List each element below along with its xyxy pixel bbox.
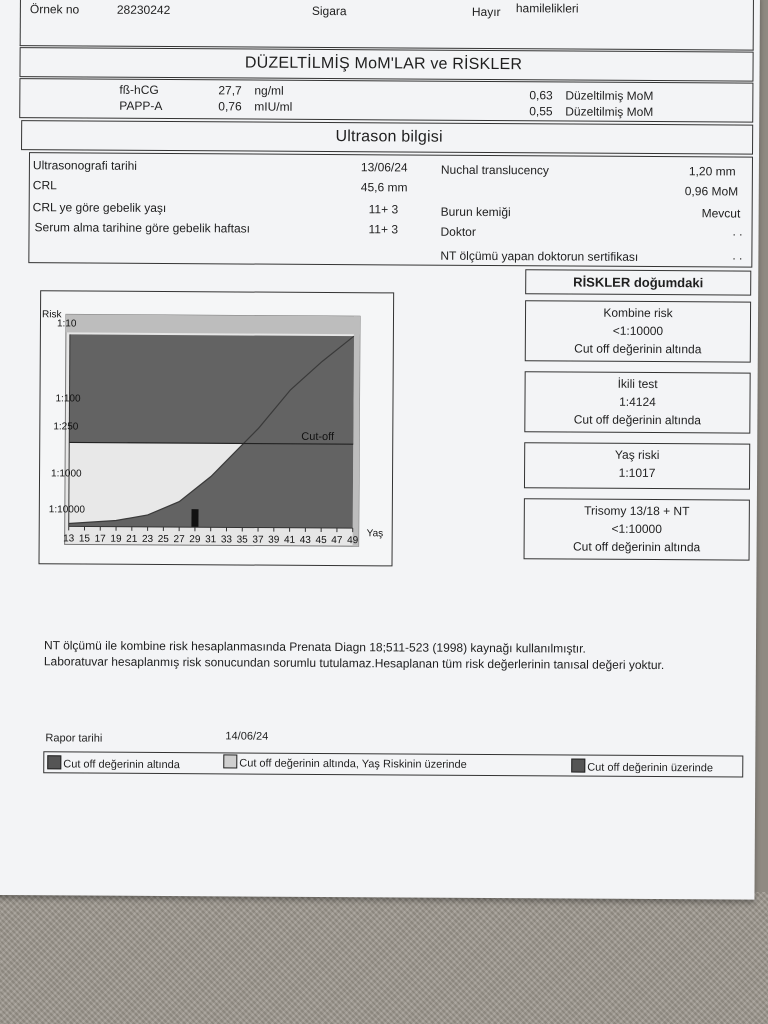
carpet-background [0, 892, 768, 1024]
patient-age-marker [191, 509, 198, 527]
risk-note: Cut off değerinin altında [573, 412, 702, 428]
mom-marker: fß-hCG [119, 82, 159, 97]
smoking-label: Sigara [311, 3, 347, 19]
y-tick-label: 1:1000 [51, 468, 82, 480]
legend-label: Cut off değerinin altında, Yaş Riskinin üzerinde [239, 757, 467, 771]
us-left-value: 45,6 mm [360, 180, 408, 195]
risk-card [525, 300, 751, 362]
report-date-label: Rapor tarihi [45, 732, 103, 745]
legend-swatch [571, 759, 585, 773]
mom-label: Düzeltilmiş MoM [565, 88, 654, 103]
x-tick-label: 33 [220, 534, 233, 546]
sample-label: Örnek no [29, 2, 80, 17]
x-tick-label: 37 [252, 534, 264, 546]
x-tick-label: 25 [157, 533, 169, 546]
cutoff-label: Cut-off [301, 430, 335, 444]
smoking-value: Hayır [471, 4, 501, 20]
note-line-2: Laboratuvar hesaplanmış risk sonucundan sorumlu tutulamaz.Hesaplanan tüm risk değerlerinin tanısal değeri yoktur. [43, 654, 665, 673]
x-axis-label: Yaş [366, 528, 384, 540]
y-tick-label: 1:10 [56, 318, 77, 330]
x-tick-label: 19 [110, 533, 122, 545]
mom-number: 0,55 [529, 104, 553, 119]
us-right-value: 1,20 mm [688, 164, 736, 179]
y-tick-label: 1:100 [55, 393, 81, 405]
risk-name: Kombine risk [603, 305, 673, 321]
report-date-value: 14/06/24 [225, 730, 269, 743]
us-left-label: Ultrasonografi tarihi [32, 158, 138, 173]
risk-card [524, 442, 750, 489]
x-tick-label: 21 [126, 533, 138, 545]
plot-top-band [66, 314, 360, 334]
x-tick-label: 31 [205, 534, 217, 546]
us-left-value: 13/06/24 [360, 160, 408, 175]
legend-label: Cut off değerinin üzerinde [587, 761, 714, 775]
legend-item [571, 759, 713, 775]
risk-note: Cut off değerinin altında [574, 341, 702, 357]
us-left-label: CRL [32, 178, 57, 193]
x-tick-label: 45 [315, 534, 327, 547]
risk-name: Yaş riski [614, 447, 660, 463]
us-left-value: 11+ 3 [368, 222, 399, 237]
pregnancy-value: hamilelikleri [515, 1, 579, 16]
x-tick-label: 27 [173, 534, 185, 546]
x-tick-label: 15 [78, 533, 91, 545]
mom-unit: ng/ml [254, 83, 284, 98]
ultrasound-title: Ultrason bilgisi [335, 128, 443, 146]
us-right-value: Mevcut [701, 206, 741, 221]
risks-title-box [525, 269, 751, 295]
us-right-label: Burun kemiği [440, 204, 511, 220]
x-tick-label: 13 [63, 533, 75, 545]
x-tick-label: 49 [347, 535, 359, 547]
note-line-1: NT ölçümü ile kombine risk hesaplanmasında Prenata Diagn 18;511-523 (1998) kaynağı kullanılmıştır. [43, 638, 586, 656]
legend-item [223, 754, 467, 770]
risk-value: 1:4124 [619, 394, 656, 410]
x-tick-label: 17 [94, 533, 106, 545]
mom-section-title: DÜZELTİLMİŞ MoM'LAR ve RİSKLER [244, 54, 523, 74]
risk-name: Trisomy 13/18 + NT [584, 503, 690, 519]
mom-unit: mIU/ml [254, 99, 293, 114]
mom-number: 0,63 [529, 88, 553, 103]
mom-value: 27,7 [218, 83, 242, 98]
y-tick-label: 1:10000 [48, 504, 86, 516]
x-tick-label: 39 [268, 534, 280, 546]
legend-item [47, 755, 180, 771]
risk-value: <1:10000 [611, 521, 662, 537]
x-tick-label: 47 [331, 535, 343, 547]
us-right-label: Doktor [440, 224, 476, 239]
risk-chart [38, 290, 394, 566]
risk-card [524, 498, 750, 560]
us-right-value: . . [732, 248, 743, 263]
legend-label: Cut off değerinin altında [63, 758, 180, 772]
us-left-value: 11+ 3 [368, 202, 399, 217]
legend-swatch [47, 755, 61, 769]
x-tick-label: 41 [283, 534, 296, 546]
risk-note: Cut off değerinin altında [572, 539, 701, 555]
mom-label: Düzeltilmiş MoM [565, 104, 654, 119]
mom-value: 0,76 [218, 99, 242, 114]
y-axis-label: Risk [41, 309, 62, 321]
x-tick-label: 43 [299, 534, 311, 546]
x-tick-label: 23 [141, 533, 154, 545]
mom-marker: PAPP-A [119, 98, 163, 113]
risks-title: RİSKLER doğumdaki [573, 274, 704, 291]
sample-number: 28230242 [116, 2, 171, 18]
x-tick-label: 29 [189, 534, 201, 546]
us-right-label: Nuchal translucency [440, 162, 550, 178]
y-tick-label: 1:250 [53, 421, 79, 433]
us-right-value: 0,96 MoM [684, 184, 739, 199]
us-left-label: CRL ye göre gebelik yaşı [32, 200, 167, 216]
risk-name: İkili test [617, 376, 658, 392]
us-left-label: Serum alma tarihine göre gebelik haftası [34, 220, 251, 236]
risk-card [524, 371, 750, 433]
legend-swatch [223, 754, 237, 768]
risk-value: <1:10000 [612, 323, 664, 339]
x-tick-label: 35 [236, 534, 248, 546]
us-right-value: . . [732, 224, 743, 239]
us-right-label: NT ölçümü yapan doktorun sertifikası [440, 248, 639, 264]
risk-value: 1:1017 [618, 465, 656, 481]
